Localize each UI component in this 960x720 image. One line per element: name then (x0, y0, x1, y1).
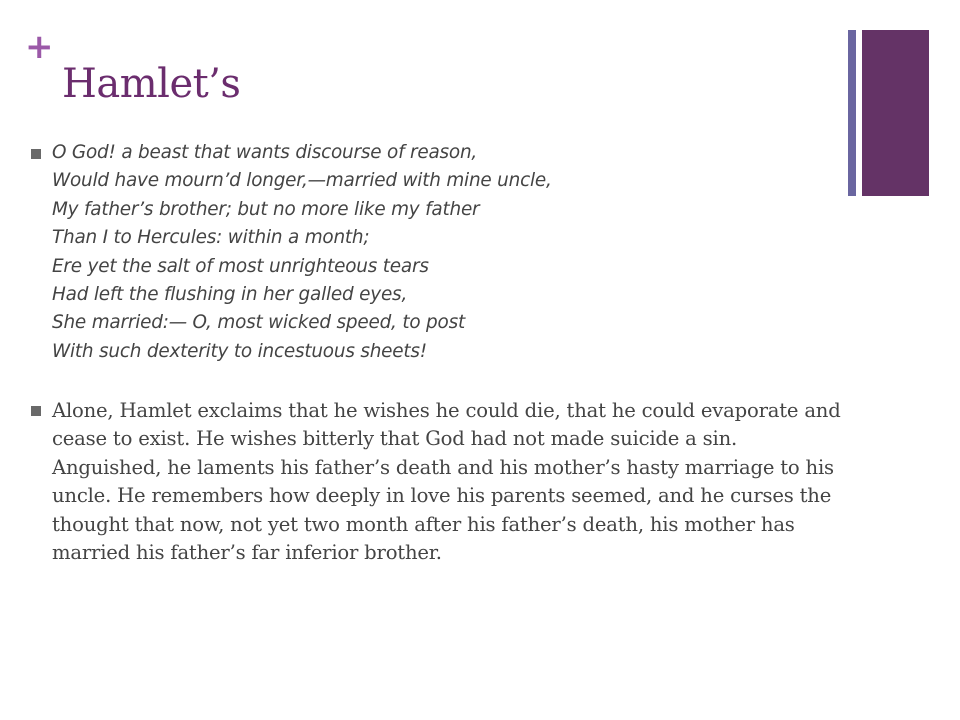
quote-line: With such dexterity to incestuous sheets! (52, 340, 427, 362)
quote-block (52, 139, 552, 366)
summary-paragraph: Alone, Hamlet exclaims that he wishes he could die, that he could evaporate and cease to exist. He wishes bitterly that God had not made suicide a sin. Anguished, he laments his father’s death and his mother’s hasty marriage to his uncle. He remembers how deeply in love his parents seemed, and he curses the thought that now, not yet two month after his father’s death, his mother has married his father’s far inferior brother. (52, 399, 841, 565)
quote-line: She married:— O, most wicked speed, to post (52, 312, 465, 334)
slide-title: Hamlet’s (62, 61, 241, 107)
accent-bar-thick (862, 30, 929, 196)
accent-bar-thin (848, 30, 856, 196)
quote-line: Than I to Hercules: within a month; (52, 227, 370, 249)
quote-line: My father’s brother; but no more like my father (52, 198, 480, 220)
quote-line: Ere yet the salt of most unrighteous tears (52, 255, 429, 277)
bullet-quote (31, 149, 41, 159)
quote-line: O God! a beast that wants discourse of reason, (52, 142, 478, 163)
plus-logo-icon: + (25, 27, 54, 67)
quote-line: Had left the flushing in her galled eyes, (52, 284, 408, 306)
bullet-summary (31, 406, 41, 416)
quote-line: Would have mourn’d longer,—married with mine uncle, (52, 170, 552, 192)
